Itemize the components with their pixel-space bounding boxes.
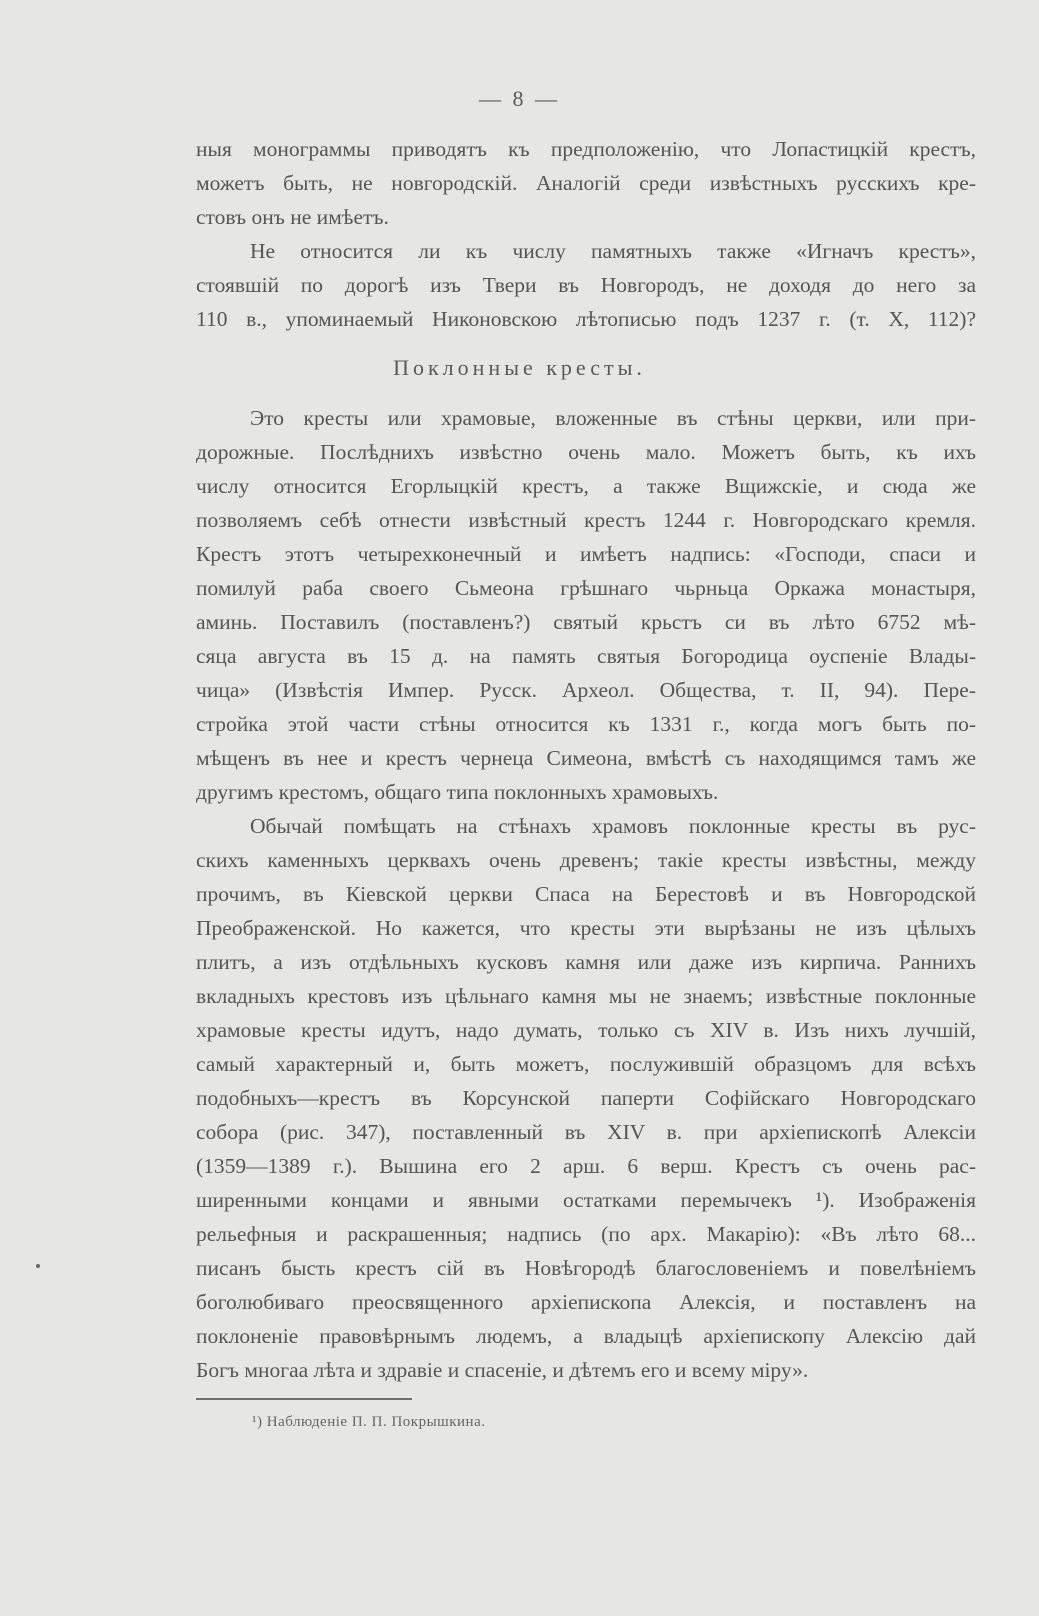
text-line: Крестъ этотъ четырехконечный и имѣетъ надпись: «Господи, спаси и [196, 542, 976, 566]
text-line: храмовые кресты идутъ, надо думать, только съ XIV в. Изъ нихъ лучшій, [196, 1018, 976, 1042]
text-line: вкладныхъ крестовъ изъ цѣльнаго камня мы не знаемъ; извѣстные поклонные [196, 984, 976, 1008]
text-line: прочимъ, въ Кіевской церкви Спаса на Берестовѣ и въ Новгородской [196, 882, 976, 906]
text-line: дорожные. Послѣднихъ извѣстно очень мало. Можетъ быть, къ ихъ [196, 440, 976, 464]
text-line: Это кресты или храмовые, вложенные въ стѣны церкви, или при- [250, 406, 976, 430]
section-heading: Поклонные кресты. [393, 355, 646, 380]
text-line: подобныхъ—крестъ въ Корсунской паперти Софійскаго Новгородскаго [196, 1086, 976, 1110]
text-line: Не относится ли къ числу памятныхъ также «Игначъ крестъ», [250, 239, 976, 263]
stray-ink-mark [36, 1264, 40, 1268]
text-line: аминь. Поставилъ (поставленъ?) святый крьстъ си въ лѣто 6752 мѣ- [196, 610, 976, 634]
text-line: числу относится Егорлыцкій крестъ, а также Вщижскіе, и сюда же [196, 474, 976, 498]
text-line: стоявшій по дорогѣ изъ Твери въ Новгородъ, не доходя до него за [196, 273, 976, 297]
text-line: (1359—1389 г.). Вышина его 2 арш. 6 верш. Крестъ съ очень рас- [196, 1154, 976, 1178]
text-line: самый характерный и, быть можетъ, послужившій образцомъ для всѣхъ [196, 1052, 976, 1076]
footnote: ¹) Наблюденіе П. П. Покрышкина. [252, 1414, 486, 1430]
text-line: писанъ бысть крестъ сій въ Новѣгородѣ благословеніемъ и повелѣніемъ [196, 1256, 976, 1280]
text-line: рельефныя и раскрашенныя; надпись (по арх. Макарію): «Въ лѣто 68... [196, 1222, 976, 1246]
text-line: 110 в., упоминаемый Никоновскою лѣтописью подъ 1237 г. (т. X, 112)? [196, 307, 976, 331]
footnote-rule [196, 1398, 412, 1400]
text-line: Преображенской. Но кажется, что кресты эти вырѣзаны не изъ цѣлыхъ [196, 916, 976, 940]
text-line: стовъ онъ не имѣетъ. [196, 205, 389, 229]
text-line: Богъ многаа лѣта и здравіе и спасеніе, и дѣтемъ его и всему міру». [196, 1358, 809, 1382]
text-line: плитъ, а изъ отдѣльныхъ кусковъ камня или даже изъ кирпича. Раннихъ [196, 950, 976, 974]
text-line: позволяемъ себѣ отнести извѣстный крестъ 1244 г. Новгородскаго кремля. [196, 508, 976, 532]
text-line: можетъ быть, не новгородскій. Аналогій среди извѣстныхъ русскихъ кре- [196, 171, 976, 195]
text-line: ныя монограммы приводятъ къ предположенію, что Лопастицкій крестъ, [196, 137, 976, 161]
text-line: скихъ каменныхъ церквахъ очень древенъ; такіе кресты извѣстны, между [196, 848, 976, 872]
text-line: поклоненіе правовѣрнымъ людемъ, а владыцѣ архіепископу Алексію дай [196, 1324, 976, 1348]
text-line: ширенными концами и явными остатками перемычекъ ¹). Изображенія [196, 1188, 976, 1212]
text-line: стройка этой части стѣны относится къ 1331 г., когда могъ быть по- [196, 712, 976, 736]
text-line: другимъ крестомъ, общаго типа поклонныхъ храмовыхъ. [196, 780, 719, 804]
text-line: чица» (Извѣстія Импер. Русск. Археол. Общества, т. II, 94). Пере- [196, 678, 976, 702]
text-line: собора (рис. 347), поставленный въ XIV в. при архіепископѣ Алексіи [196, 1120, 976, 1144]
page-number: — 8 — [479, 86, 560, 111]
text-line: Обычай помѣщать на стѣнахъ храмовъ поклонные кресты въ рус- [250, 814, 976, 838]
text-line: помилуй раба своего Сьмеона грѣшнаго чьрньца Оркажа монастыря, [196, 576, 976, 600]
text-line: сяца августа въ 15 д. на память святыя Богородица оуспеніе Влады- [196, 644, 976, 668]
text-line: боголюбиваго преосвященного архіепископа Алексія, и поставленъ на [196, 1290, 976, 1314]
text-line: мѣщенъ въ нее и крестъ чернеца Симеона, вмѣстѣ съ находящимся тамъ же [196, 746, 976, 770]
